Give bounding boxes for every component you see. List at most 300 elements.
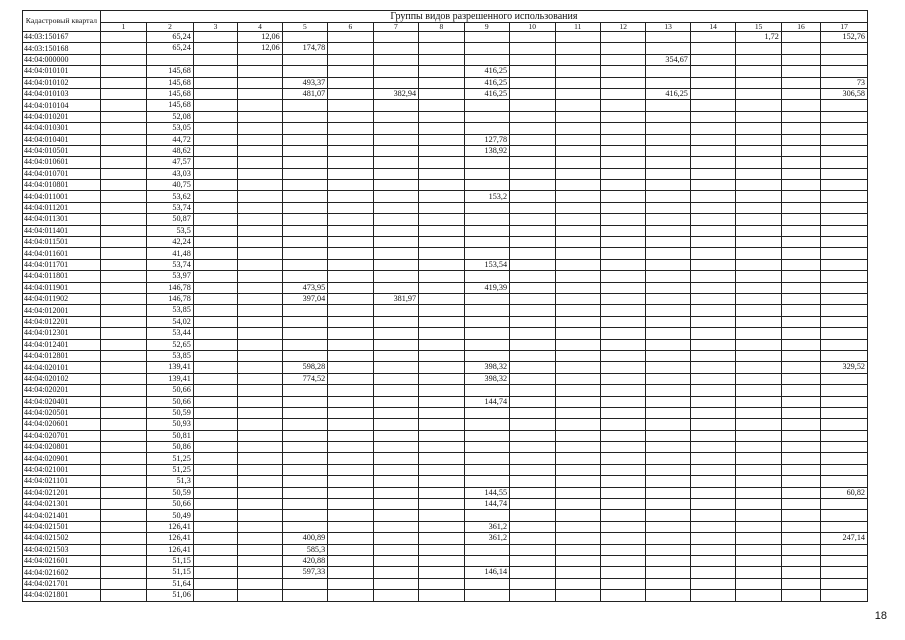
value-cell (328, 396, 373, 407)
value-cell (464, 180, 509, 191)
value-cell (821, 476, 868, 487)
value-cell (419, 157, 464, 168)
value-cell (555, 350, 600, 361)
value-cell (510, 419, 555, 430)
value-cell (328, 385, 373, 396)
value-cell (464, 248, 509, 259)
value-cell (419, 259, 464, 270)
value-cell (510, 350, 555, 361)
value-cell (736, 111, 781, 122)
value-cell (600, 373, 645, 384)
table-row (23, 145, 868, 156)
value-cell (373, 555, 418, 566)
value-cell (282, 442, 327, 453)
value-cell (781, 168, 820, 179)
value-cell (464, 453, 509, 464)
value-cell (600, 305, 645, 316)
value-cell (736, 373, 781, 384)
value-cell (238, 123, 282, 134)
cadastral-quarter-cell: 44:04:021801 (23, 590, 101, 601)
value-cell (100, 339, 146, 350)
cadastral-quarter-cell: 44:03:150168 (23, 43, 101, 54)
value-cell (736, 123, 781, 134)
table-row (23, 111, 868, 122)
value-cell (600, 533, 645, 544)
value-cell (510, 396, 555, 407)
value-cell (282, 328, 327, 339)
value-cell (328, 499, 373, 510)
value-cell (328, 533, 373, 544)
cadastral-quarter-cell: 44:04:010601 (23, 157, 101, 168)
table-row (23, 202, 868, 213)
table-row (23, 464, 868, 475)
value-cell (282, 54, 327, 65)
value-cell (600, 191, 645, 202)
value-cell (373, 191, 418, 202)
value-cell (510, 453, 555, 464)
value-cell (193, 373, 237, 384)
column-number-row (23, 23, 868, 32)
value-cell (821, 282, 868, 293)
value-cell (282, 32, 327, 43)
value-cell (510, 385, 555, 396)
value-cell (193, 339, 237, 350)
value-cell (328, 476, 373, 487)
value-cell (736, 168, 781, 179)
value-cell (193, 385, 237, 396)
value-cell (690, 259, 735, 270)
value-cell (510, 555, 555, 566)
value-cell (736, 407, 781, 418)
value-cell (821, 407, 868, 418)
value-cell (781, 271, 820, 282)
value-cell (781, 191, 820, 202)
value-cell (646, 134, 690, 145)
value-cell (690, 555, 735, 566)
value-cell (328, 43, 373, 54)
value-cell (555, 259, 600, 270)
value-cell (464, 350, 509, 361)
value-cell (510, 214, 555, 225)
value-cell: 144,74 (464, 499, 509, 510)
table-row (23, 328, 868, 339)
cadastral-quarter-cell: 44:04:020102 (23, 373, 101, 384)
table-row (23, 225, 868, 236)
value-cell (373, 54, 418, 65)
value-cell (690, 43, 735, 54)
value-cell (781, 385, 820, 396)
value-cell (464, 305, 509, 316)
value-cell: 585,3 (282, 544, 327, 555)
value-cell: 416,25 (646, 88, 690, 99)
value-cell (646, 123, 690, 134)
value-cell (193, 305, 237, 316)
value-cell (328, 464, 373, 475)
value-cell (736, 145, 781, 156)
value-cell (646, 225, 690, 236)
value-cell: 146,14 (464, 567, 509, 578)
value-cell (238, 464, 282, 475)
value-cell (646, 419, 690, 430)
value-cell (510, 225, 555, 236)
value-cell (781, 544, 820, 555)
value-cell (646, 145, 690, 156)
value-cell (736, 430, 781, 441)
value-cell (419, 282, 464, 293)
value-cell (373, 271, 418, 282)
value-cell: 47,57 (147, 157, 193, 168)
value-cell (419, 555, 464, 566)
value-cell: 139,41 (147, 373, 193, 384)
value-cell: 145,68 (147, 88, 193, 99)
header-row (23, 11, 868, 23)
value-cell (690, 134, 735, 145)
value-cell (510, 590, 555, 601)
value-cell (373, 476, 418, 487)
table-row (23, 521, 868, 532)
value-cell (781, 339, 820, 350)
value-cell (821, 180, 868, 191)
value-cell (238, 305, 282, 316)
value-cell (100, 191, 146, 202)
value-cell (282, 510, 327, 521)
value-cell (328, 339, 373, 350)
value-cell (646, 521, 690, 532)
value-cell (464, 293, 509, 304)
value-cell (100, 248, 146, 259)
value-cell (373, 248, 418, 259)
cadastral-quarter-cell: 44:04:011801 (23, 271, 101, 282)
value-cell (100, 567, 146, 578)
table-row (23, 487, 868, 498)
value-cell (328, 237, 373, 248)
value-cell (600, 476, 645, 487)
table-row (23, 476, 868, 487)
value-cell (821, 396, 868, 407)
value-cell (193, 282, 237, 293)
value-cell (510, 316, 555, 327)
value-cell (600, 499, 645, 510)
value-cell: 50,59 (147, 487, 193, 498)
value-cell (821, 123, 868, 134)
value-cell (600, 328, 645, 339)
value-cell (510, 305, 555, 316)
value-cell (419, 419, 464, 430)
value-cell (821, 168, 868, 179)
value-cell (510, 521, 555, 532)
value-cell (100, 43, 146, 54)
value-cell (510, 464, 555, 475)
value-cell (781, 567, 820, 578)
table-row (23, 442, 868, 453)
value-cell (238, 362, 282, 373)
value-cell (373, 123, 418, 134)
value-cell (419, 88, 464, 99)
value-cell (736, 328, 781, 339)
value-cell (510, 544, 555, 555)
value-cell (238, 442, 282, 453)
value-cell (373, 373, 418, 384)
value-cell (510, 578, 555, 589)
value-cell (690, 339, 735, 350)
value-cell (464, 111, 509, 122)
value-cell (464, 430, 509, 441)
value-cell (736, 555, 781, 566)
value-cell (821, 373, 868, 384)
value-cell (690, 111, 735, 122)
value-cell (555, 157, 600, 168)
table-row (23, 157, 868, 168)
value-cell (282, 66, 327, 77)
value-cell: 174,78 (282, 43, 327, 54)
value-cell (555, 293, 600, 304)
value-cell (821, 544, 868, 555)
table-row (23, 43, 868, 54)
cadastral-quarter-cell: 44:04:011001 (23, 191, 101, 202)
value-cell (373, 305, 418, 316)
value-cell (510, 373, 555, 384)
value-cell (464, 328, 509, 339)
cadastral-quarter-cell: 44:04:011601 (23, 248, 101, 259)
value-cell: 53,97 (147, 271, 193, 282)
value-cell (510, 282, 555, 293)
value-cell (328, 442, 373, 453)
value-cell (282, 430, 327, 441)
cadastral-quarter-cell: 44:04:021401 (23, 510, 101, 521)
cadastral-quarter-cell: 44:04:020901 (23, 453, 101, 464)
value-cell (821, 54, 868, 65)
value-cell (193, 111, 237, 122)
value-cell (100, 259, 146, 270)
value-cell (193, 168, 237, 179)
value-cell (100, 88, 146, 99)
value-cell (282, 168, 327, 179)
value-cell (781, 442, 820, 453)
value-cell (238, 555, 282, 566)
value-cell (193, 328, 237, 339)
value-cell (600, 555, 645, 566)
value-cell (373, 453, 418, 464)
value-cell (100, 407, 146, 418)
cadastral-quarter-cell: 44:04:020701 (23, 430, 101, 441)
value-cell (781, 464, 820, 475)
value-cell (238, 100, 282, 111)
value-cell (555, 499, 600, 510)
value-cell (555, 555, 600, 566)
value-cell (328, 590, 373, 601)
value-cell: 138,92 (464, 145, 509, 156)
value-cell (100, 282, 146, 293)
value-cell: 50,66 (147, 385, 193, 396)
value-cell: 53,74 (147, 259, 193, 270)
value-cell (690, 305, 735, 316)
column-number: 7 (373, 23, 418, 32)
value-cell: 144,55 (464, 487, 509, 498)
value-cell (419, 464, 464, 475)
table-row (23, 385, 868, 396)
value-cell: 420,88 (282, 555, 327, 566)
value-cell (510, 339, 555, 350)
value-cell: 145,68 (147, 77, 193, 88)
value-cell (193, 555, 237, 566)
cadastral-quarter-cell: 44:04:021101 (23, 476, 101, 487)
value-cell (100, 430, 146, 441)
value-cell: 52,65 (147, 339, 193, 350)
table-row (23, 282, 868, 293)
value-cell (600, 430, 645, 441)
value-cell (464, 214, 509, 225)
cadastral-quarter-cell: 44:04:020501 (23, 407, 101, 418)
value-cell (282, 499, 327, 510)
value-cell (646, 111, 690, 122)
value-cell (781, 43, 820, 54)
value-cell (690, 282, 735, 293)
table-row (23, 453, 868, 464)
value-cell (328, 407, 373, 418)
value-cell (100, 510, 146, 521)
value-cell (282, 453, 327, 464)
value-cell: 53,5 (147, 225, 193, 236)
value-cell (419, 237, 464, 248)
value-cell (373, 487, 418, 498)
value-cell (690, 316, 735, 327)
value-cell (555, 362, 600, 373)
value-cell (100, 328, 146, 339)
cadastral-quarter-cell: 44:04:012301 (23, 328, 101, 339)
value-cell (510, 499, 555, 510)
value-cell (464, 419, 509, 430)
value-cell (373, 544, 418, 555)
value-cell (238, 339, 282, 350)
value-cell: 146,78 (147, 282, 193, 293)
value-cell (555, 214, 600, 225)
value-cell (238, 88, 282, 99)
value-cell (282, 396, 327, 407)
value-cell (193, 123, 237, 134)
value-cell (600, 77, 645, 88)
value-cell (690, 578, 735, 589)
value-cell (193, 316, 237, 327)
value-cell (282, 385, 327, 396)
value-cell (193, 32, 237, 43)
header-usage-groups: Группы видов разрешенного использования (100, 11, 867, 23)
value-cell (690, 157, 735, 168)
value-cell (100, 66, 146, 77)
value-cell (100, 396, 146, 407)
value-cell (100, 134, 146, 145)
cadastral-quarter-cell: 44:04:010103 (23, 88, 101, 99)
value-cell (781, 430, 820, 441)
column-number: 17 (821, 23, 868, 32)
value-cell (690, 544, 735, 555)
value-cell (736, 225, 781, 236)
value-cell (781, 362, 820, 373)
value-cell: 40,75 (147, 180, 193, 191)
value-cell: 60,82 (821, 487, 868, 498)
value-cell (510, 271, 555, 282)
table-row (23, 316, 868, 327)
value-cell (238, 66, 282, 77)
cadastral-quarter-cell: 44:04:011701 (23, 259, 101, 270)
value-cell (646, 259, 690, 270)
value-cell (555, 544, 600, 555)
value-cell (600, 464, 645, 475)
value-cell (238, 77, 282, 88)
value-cell (193, 521, 237, 532)
value-cell (736, 521, 781, 532)
value-cell (690, 180, 735, 191)
value-cell (238, 533, 282, 544)
value-cell (328, 214, 373, 225)
value-cell: 12,06 (238, 32, 282, 43)
table-row (23, 590, 868, 601)
value-cell (736, 453, 781, 464)
value-cell: 381,97 (373, 293, 418, 304)
value-cell (690, 145, 735, 156)
value-cell (555, 100, 600, 111)
value-cell (646, 499, 690, 510)
value-cell (646, 487, 690, 498)
value-cell (100, 225, 146, 236)
value-cell (419, 567, 464, 578)
value-cell (282, 407, 327, 418)
value-cell (555, 510, 600, 521)
value-cell (328, 180, 373, 191)
value-cell (373, 499, 418, 510)
value-cell (100, 373, 146, 384)
value-cell (781, 100, 820, 111)
value-cell (736, 259, 781, 270)
value-cell (238, 54, 282, 65)
value-cell (555, 453, 600, 464)
cadastral-quarter-cell: 44:04:011501 (23, 237, 101, 248)
value-cell (328, 259, 373, 270)
value-cell (373, 407, 418, 418)
value-cell (555, 123, 600, 134)
value-cell (781, 282, 820, 293)
value-cell (419, 225, 464, 236)
value-cell (419, 430, 464, 441)
value-cell (736, 282, 781, 293)
value-cell: 152,76 (821, 32, 868, 43)
value-cell (821, 590, 868, 601)
value-cell (510, 54, 555, 65)
value-cell (646, 476, 690, 487)
value-cell (419, 145, 464, 156)
value-cell (646, 464, 690, 475)
value-cell: 50,66 (147, 499, 193, 510)
value-cell (646, 555, 690, 566)
value-cell (193, 544, 237, 555)
value-cell (193, 464, 237, 475)
value-cell (781, 134, 820, 145)
value-cell (736, 271, 781, 282)
cadastral-quarter-cell: 44:04:010401 (23, 134, 101, 145)
value-cell (238, 214, 282, 225)
value-cell (373, 328, 418, 339)
value-cell: 397,04 (282, 293, 327, 304)
value-cell (736, 66, 781, 77)
value-cell: 153,2 (464, 191, 509, 202)
value-cell (193, 430, 237, 441)
value-cell: 73 (821, 77, 868, 88)
value-cell (100, 168, 146, 179)
value-cell (328, 134, 373, 145)
value-cell (781, 237, 820, 248)
value-cell (555, 430, 600, 441)
value-cell (690, 248, 735, 259)
value-cell (821, 145, 868, 156)
